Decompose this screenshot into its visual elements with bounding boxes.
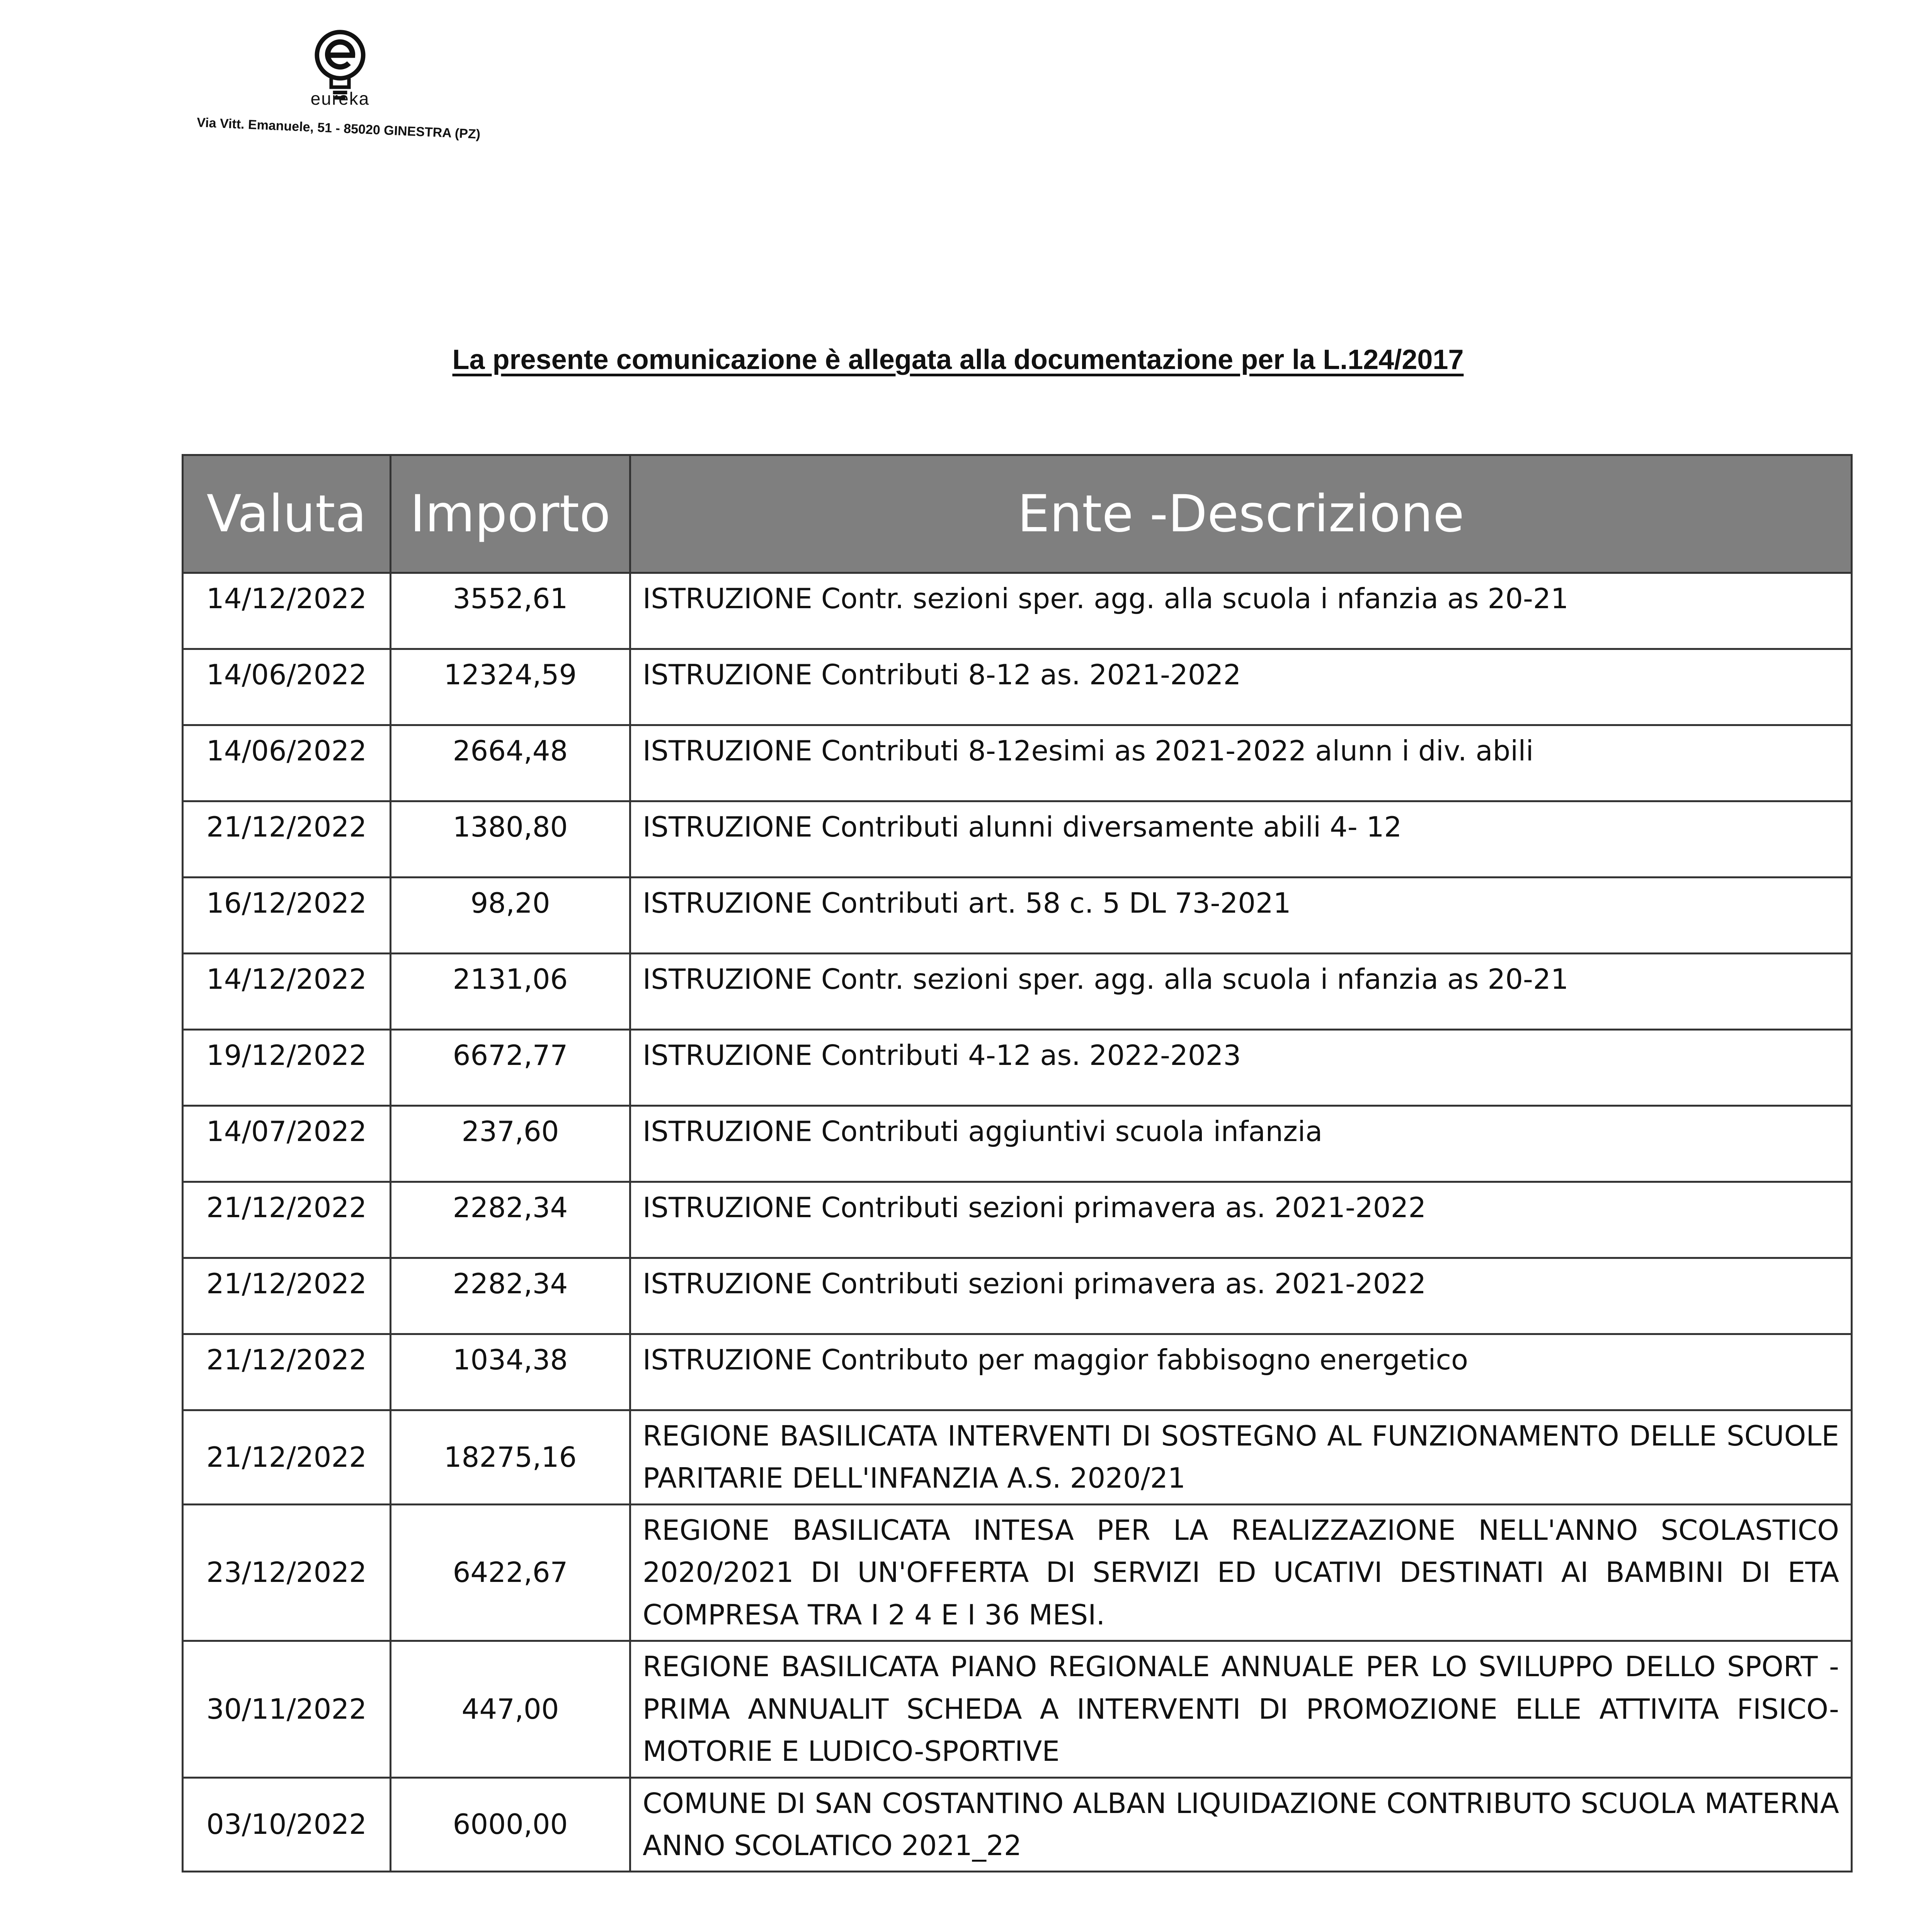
row-amount: 18275,16 — [391, 1410, 630, 1505]
row-date: 14/12/2022 — [183, 573, 391, 649]
row-date: 16/12/2022 — [183, 878, 391, 954]
row-date: 19/12/2022 — [183, 1030, 391, 1106]
table-header-row — [183, 455, 1852, 573]
row-description: ISTRUZIONE Contributi alunni diversamente abili 4- 12 — [630, 801, 1852, 878]
row-date: 21/12/2022 — [183, 1334, 391, 1410]
row-amount: 2664,48 — [391, 725, 630, 801]
row-description: ISTRUZIONE Contr. sezioni sper. agg. alla scuola i nfanzia as 20-21 — [630, 573, 1852, 649]
row-amount: 1380,80 — [391, 801, 630, 878]
row-description: ISTRUZIONE Contributi sezioni primavera as. 2021-2022 — [630, 1258, 1852, 1334]
row-date: 21/12/2022 — [183, 801, 391, 878]
column-header-valuta: Valuta — [183, 455, 391, 573]
row-amount: 12324,59 — [391, 649, 630, 725]
row-amount: 2282,34 — [391, 1182, 630, 1258]
column-header-descrizione: Ente -Descrizione — [630, 455, 1852, 573]
table-row — [183, 725, 1852, 801]
table-row — [183, 1258, 1852, 1334]
table-row — [183, 573, 1852, 649]
row-description: ISTRUZIONE Contributi 8-12 as. 2021-2022 — [630, 649, 1852, 725]
row-amount: 3552,61 — [391, 573, 630, 649]
row-date: 14/07/2022 — [183, 1106, 391, 1182]
row-description: ISTRUZIONE Contributi art. 58 c. 5 DL 73-2021 — [630, 878, 1852, 954]
document-heading: La presente comunicazione è allegata alla documentazione per la L.124/2017 — [452, 344, 1464, 375]
table-row — [183, 1182, 1852, 1258]
row-description: ISTRUZIONE Contributi 8-12esimi as 2021-2022 alunn i div. abili — [630, 725, 1852, 801]
table-row — [183, 801, 1852, 878]
company-logo — [196, 23, 491, 142]
row-date: 21/12/2022 — [183, 1410, 391, 1505]
row-amount: 1034,38 — [391, 1334, 630, 1410]
table-row — [183, 649, 1852, 725]
row-amount: 237,60 — [391, 1106, 630, 1182]
row-date: 21/12/2022 — [183, 1182, 391, 1258]
column-header-importo: Importo — [391, 455, 630, 573]
row-amount: 6672,77 — [391, 1030, 630, 1106]
row-amount: 6000,00 — [391, 1777, 630, 1872]
row-description: ISTRUZIONE Contributi sezioni primavera as. 2021-2022 — [630, 1182, 1852, 1258]
logo-brand-text: eureka — [310, 88, 370, 109]
table-row — [183, 1334, 1852, 1410]
row-date: 23/12/2022 — [183, 1504, 391, 1641]
contributions-table — [182, 454, 1853, 1872]
row-date: 14/12/2022 — [183, 954, 391, 1030]
row-date: 14/06/2022 — [183, 649, 391, 725]
row-description: REGIONE BASILICATA INTERVENTI DI SOSTEGNO AL FUNZIONAMENTO DELLE SCUOLE PARITARIE DELL'INFANZIA A.S. 2020/21 — [630, 1410, 1852, 1505]
row-date: 21/12/2022 — [183, 1258, 391, 1334]
company-address: Via Vitt. Emanuele, 51 - 85020 GINESTRA (PZ) — [196, 115, 481, 142]
row-date: 30/11/2022 — [183, 1641, 391, 1777]
row-date: 14/06/2022 — [183, 725, 391, 801]
row-amount: 98,20 — [391, 878, 630, 954]
row-amount: 2131,06 — [391, 954, 630, 1030]
row-amount: 447,00 — [391, 1641, 630, 1777]
table-row — [183, 1106, 1852, 1182]
table-row — [183, 1030, 1852, 1106]
table-row — [183, 1504, 1852, 1641]
table-row — [183, 954, 1852, 1030]
table-row — [183, 1777, 1852, 1872]
row-description: ISTRUZIONE Contributi 4-12 as. 2022-2023 — [630, 1030, 1852, 1106]
row-description: REGIONE BASILICATA PIANO REGIONALE ANNUALE PER LO SVILUPPO DELLO SPORT - PRIMA ANNUALIT SCHEDA A INTERVENTI DI PROMOZIONE ELLE ATTIVITA FISICO-MOTORIE E LUDICO-SPORTIVE — [630, 1641, 1852, 1777]
row-description: ISTRUZIONE Contributo per maggior fabbisogno energetico — [630, 1334, 1852, 1410]
row-description: ISTRUZIONE Contr. sezioni sper. agg. alla scuola i nfanzia as 20-21 — [630, 954, 1852, 1030]
table-row — [183, 1641, 1852, 1777]
table-row — [183, 1410, 1852, 1505]
row-description: COMUNE DI SAN COSTANTINO ALBAN LIQUIDAZIONE CONTRIBUTO SCUOLA MATERNA ANNO SCOLATICO 2021_22 — [630, 1777, 1852, 1872]
row-date: 03/10/2022 — [183, 1777, 391, 1872]
row-description: REGIONE BASILICATA INTESA PER LA REALIZZAZIONE NELL'ANNO SCOLASTICO 2020/2021 DI UN'OFFERTA DI SERVIZI ED UCATIVI DESTINATI AI BAMBINI DI ETA COMPRESA TRA I 2 4 E I 36 MESI. — [630, 1504, 1852, 1641]
row-amount: 6422,67 — [391, 1504, 630, 1641]
row-description: ISTRUZIONE Contributi aggiuntivi scuola infanzia — [630, 1106, 1852, 1182]
row-amount: 2282,34 — [391, 1258, 630, 1334]
table-row — [183, 878, 1852, 954]
